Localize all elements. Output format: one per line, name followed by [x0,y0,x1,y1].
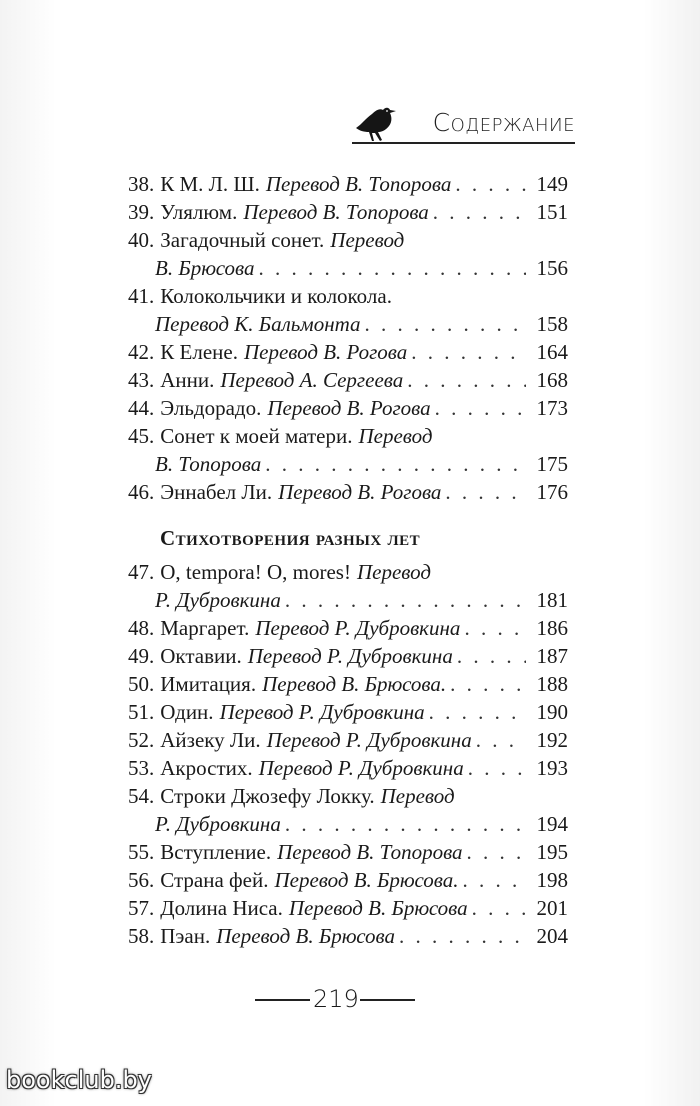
entry-page: 181 [536,588,568,612]
entry-translator: Перевод В. Топорова [265,172,452,196]
entry-title: Эльдорадо. [160,396,262,420]
entry-page: 168 [536,368,568,392]
entry-title: Сонет к моей матери. [160,424,353,448]
entry-title: Строки Джозефу Локку. [160,784,375,808]
entry-title: Эннабел Ли. [160,480,273,504]
entry-page: 190 [536,700,568,724]
entry-page: 198 [536,868,568,892]
leader-dots [407,366,526,394]
toc-entry [128,754,568,782]
leader-dots [468,754,526,782]
entry-number: 51. [128,700,155,724]
entry-page: 201 [536,896,568,920]
toc-line [128,478,568,506]
toc-line [128,254,568,282]
entry-title: Имитация. [160,672,257,696]
entry-title: Страна фей. [160,868,269,892]
toc-entry [128,338,568,366]
entry-number: 47. [128,560,155,584]
toc-line [128,558,568,586]
leader-dots [429,698,526,726]
leader-dots [285,810,526,838]
leader-dots [435,394,526,422]
toc-entry [128,670,568,698]
entry-title: К М. Л. Ш. [160,172,260,196]
entry-number: 49. [128,644,155,668]
entry-number: 40. [128,228,155,252]
entry-page: 164 [536,340,568,364]
leader-dots [399,922,526,950]
leader-dots [285,586,526,614]
entry-translator: В. Брюсова [155,256,255,280]
leader-dots [433,198,526,226]
entry-title: Улялюм. [160,200,238,224]
toc-line [128,922,568,950]
entry-page: 151 [536,200,568,224]
entry-number: 41. [128,284,155,308]
toc-line [128,586,568,614]
entry-page: 204 [536,924,568,948]
toc-line [128,614,568,642]
entry-translator: Перевод А. Сергеева [220,368,404,392]
entry-number: 50. [128,672,155,696]
toc-line [128,810,568,838]
entry-number: 53. [128,756,155,780]
toc-line [128,698,568,726]
entry-number: 39. [128,200,155,224]
entry-number: 43. [128,368,155,392]
entry-page: 156 [536,256,568,280]
footer-rule-right [360,999,415,1001]
watermark: bookclub.by [6,1066,152,1094]
toc-entry [128,170,568,198]
entry-title: Загадочный сонет. [160,228,325,252]
toc-entry [128,614,568,642]
leader-dots [462,866,526,894]
header-rule [352,142,575,144]
entry-number: 48. [128,616,155,640]
toc-entry [128,558,568,614]
entry-number: 44. [128,396,155,420]
entry-page: 194 [536,812,568,836]
entry-translator: Перевод В. Топорова [277,840,463,864]
entry-translator: Р. Дубровкина [155,812,281,836]
entry-title: Долина Ниса. [160,896,283,920]
entry-translator: Перевод Р. Дубровкина [255,616,461,640]
entry-number: 57. [128,896,155,920]
toc-entry [128,782,568,838]
entry-translator: Перевод К. Бальмонта [155,312,361,336]
toc-entry [128,642,568,670]
toc-entry [128,422,568,478]
entry-page: 195 [536,840,568,864]
toc-entry [128,726,568,754]
entry-title: Пэан. [160,924,211,948]
leader-dots [365,310,526,338]
entry-number: 54. [128,784,155,808]
entry-title: Акростих. [160,756,253,780]
toc-line [128,338,568,366]
entry-translator: Перевод В. Топорова [243,200,429,224]
entry-page: 193 [536,756,568,780]
leader-dots [259,254,526,282]
entry-translator: Перевод Р. Дубровкина [219,700,425,724]
raven-icon [352,104,404,142]
entry-page: 158 [536,312,568,336]
leader-dots [455,170,526,198]
entry-page: 186 [536,616,568,640]
toc-line [128,226,568,254]
entry-page: 175 [536,452,568,476]
leader-dots [445,478,526,506]
entry-page: 187 [536,644,568,668]
entry-title: Октавии. [160,644,242,668]
entry-page: 173 [536,396,568,420]
entry-title: O, tempora! O, mores! [160,560,351,584]
entry-number: 58. [128,924,155,948]
toc-line [128,782,568,810]
entry-translator: Перевод Р. Дубровкина [247,644,453,668]
entry-number: 56. [128,868,155,892]
toc-entry [128,838,568,866]
leader-dots [457,642,526,670]
running-header [352,100,575,150]
entry-number: 38. [128,172,155,196]
entry-number: 55. [128,840,155,864]
toc-line [128,726,568,754]
leader-dots [265,450,526,478]
entry-number: 45. [128,424,155,448]
toc-line [128,450,568,478]
leader-dots [467,838,526,866]
entry-number: 52. [128,728,155,752]
entry-translator: Перевод [380,784,455,808]
entry-title: Один. [160,700,214,724]
footer-rule-left [255,999,310,1001]
entry-page: 188 [536,672,568,696]
toc-list-part2 [128,558,568,950]
toc-line [128,282,568,310]
leader-dots [472,894,526,922]
entry-title: Колокольчики и колокола. [160,284,392,308]
entry-translator: В. Топорова [155,452,262,476]
toc-line [128,170,568,198]
toc-entry [128,198,568,226]
toc-line [128,366,568,394]
entry-page: 149 [536,172,568,196]
entry-translator: Перевод [358,424,433,448]
toc-entry [128,478,568,506]
toc-entry [128,394,568,422]
toc-line [128,838,568,866]
toc-entry [128,366,568,394]
page-footer [255,985,415,1013]
entry-title: Анни. [160,368,215,392]
toc-list-part1 [128,170,568,506]
toc-entry [128,226,568,282]
toc-line [128,866,568,894]
entry-translator: Перевод [356,560,431,584]
toc-line [128,642,568,670]
entry-translator: Перевод В. Брюсова. [274,868,459,892]
entry-translator: Перевод Р. Дубровкина [266,728,472,752]
entry-title: Маргарет. [160,616,250,640]
toc-entry [128,698,568,726]
entry-title: К Елене. [160,340,238,364]
toc-entry [128,282,568,338]
header-title: Содержание [432,108,575,137]
entry-number: 46. [128,480,155,504]
toc-line [128,670,568,698]
entry-page: 192 [536,728,568,752]
entry-translator: Перевод В. Рогова [267,396,431,420]
toc-line [128,422,568,450]
toc-line [128,310,568,338]
entry-translator: Перевод В. Брюсова [288,896,468,920]
entry-translator: Перевод В. Брюсова. [262,672,447,696]
leader-dots [476,726,526,754]
entry-translator: Перевод В. Рогова [278,480,442,504]
leader-dots [464,614,526,642]
toc-entry [128,922,568,950]
leader-dots [450,670,526,698]
toc-line [128,894,568,922]
entry-number: 42. [128,340,155,364]
entry-title: Вступление. [160,840,272,864]
entry-title: Айзеку Ли. [160,728,261,752]
page-number: 219 [313,985,359,1013]
leader-dots [411,338,526,366]
section-heading: Стихотворения разных лет [160,526,421,550]
toc-line [128,394,568,422]
entry-page: 176 [536,480,568,504]
toc-entry [128,866,568,894]
entry-translator: Перевод В. Брюсова [216,924,396,948]
entry-translator: Перевод [330,228,405,252]
toc-entry [128,894,568,922]
toc-line [128,198,568,226]
toc-line [128,754,568,782]
entry-translator: Перевод Р. Дубровкина [258,756,464,780]
entry-translator: Р. Дубровкина [155,588,281,612]
entry-translator: Перевод В. Рогова [243,340,408,364]
